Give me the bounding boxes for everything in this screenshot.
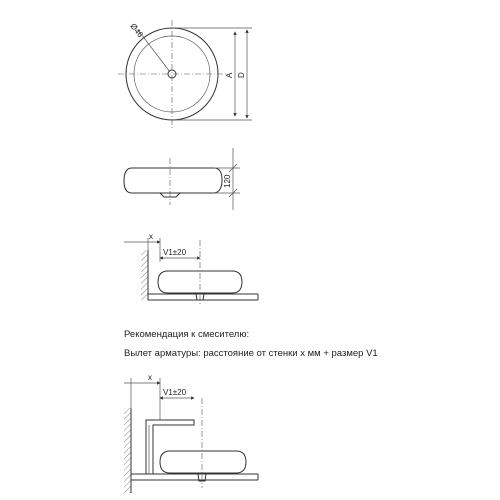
mounting-view-2	[124, 373, 258, 493]
wall-tap-body	[146, 420, 194, 474]
basin-outer-rim	[126, 28, 218, 120]
top-view	[118, 20, 252, 128]
recommendation-text: Вылет арматуры: расстояние от стенки х мм + размер V1	[124, 348, 378, 359]
recommendation-title: Рекомендация к смесителю:	[124, 329, 250, 340]
drain-diameter-label: Ø46	[128, 21, 145, 40]
v1-label-1: V1±20	[163, 248, 187, 257]
x-label-1: x	[149, 232, 153, 241]
wall-hatch-1	[141, 250, 148, 300]
mounting-view-1	[124, 232, 258, 306]
wall-hatch-2	[124, 408, 131, 493]
side-view	[124, 148, 240, 210]
basin-side-profile	[124, 168, 222, 193]
dimension-d-label: D	[237, 72, 246, 78]
side-height-label: 120	[223, 174, 232, 188]
v1-label-2: V1±20	[163, 388, 187, 397]
dimension-a-label: A	[225, 72, 234, 78]
x-label-2: x	[148, 373, 152, 382]
basin-profile-2	[160, 451, 246, 473]
